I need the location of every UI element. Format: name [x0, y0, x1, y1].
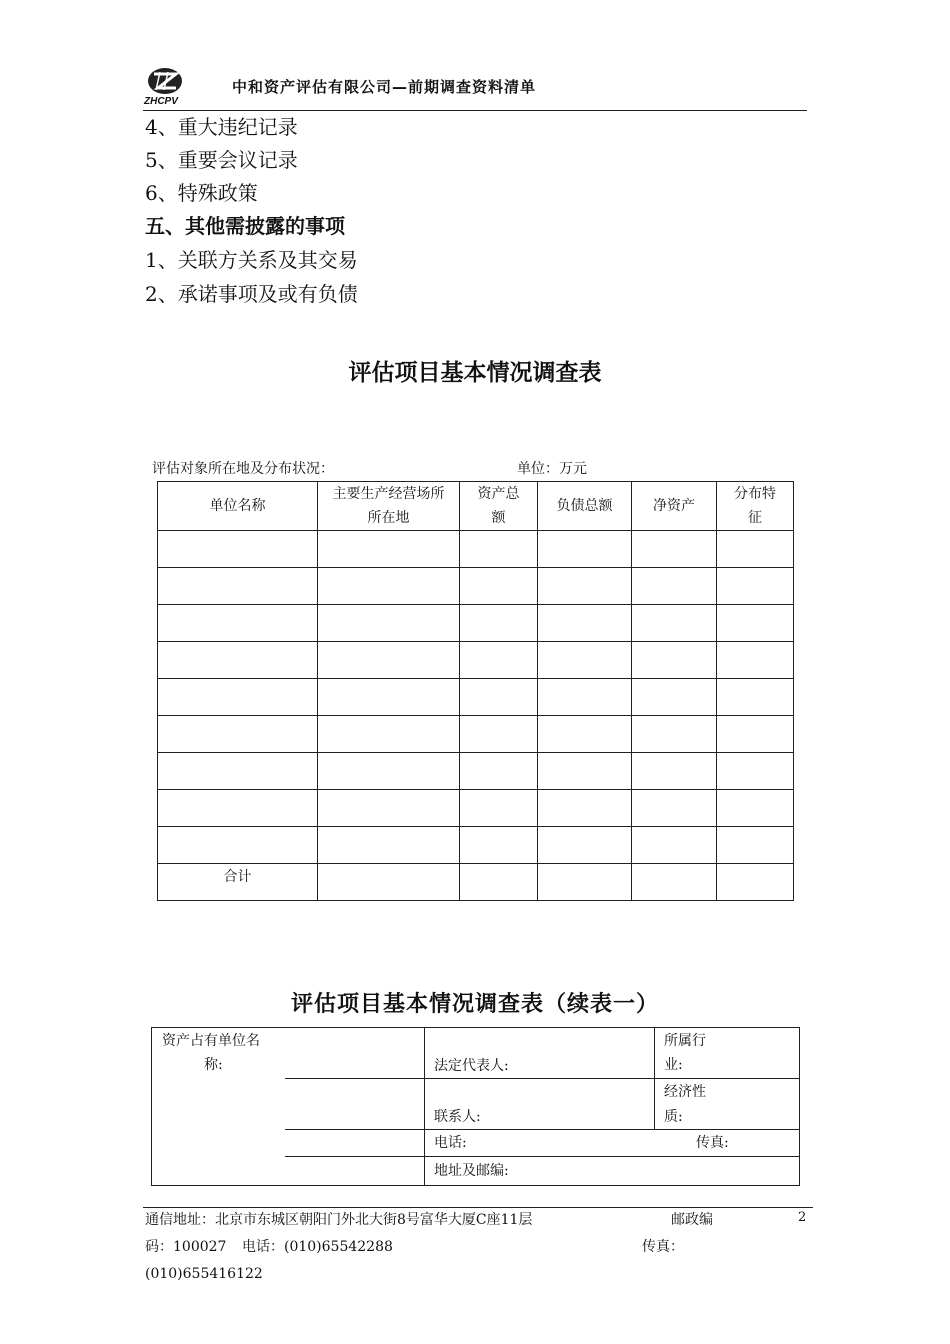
total-row: [158, 864, 794, 901]
industry-label: 所属行: [664, 1033, 706, 1049]
table-row: [158, 716, 794, 753]
col-header: 资产总额: [460, 482, 538, 531]
industry-label-cont: 业:: [664, 1057, 683, 1073]
table-row: [158, 790, 794, 827]
table-row: [158, 605, 794, 642]
table2-title: 评估项目基本情况调查表（续表一）: [290, 992, 659, 1017]
contact-label: 联系人:: [434, 1109, 481, 1125]
cell-divider: [424, 1028, 425, 1185]
owner-label-cont: 称:: [204, 1057, 223, 1073]
list-item: 4、重大违纪记录: [145, 115, 298, 139]
row-divider: [285, 1156, 799, 1157]
phone-label: 电话:: [434, 1135, 467, 1151]
table-row: [158, 531, 794, 568]
table-row: [158, 827, 794, 864]
footer-postcode-label: 邮政编: [671, 1212, 713, 1228]
list-item: 2、承诺事项及或有负债: [145, 282, 358, 306]
row-divider: [285, 1129, 799, 1130]
logo-text: ZHCPV: [144, 96, 178, 107]
section-heading: 五、其他需披露的事项: [145, 214, 345, 238]
col-header: 负债总额: [538, 482, 632, 531]
footer-postcode: 码：100027: [145, 1239, 227, 1255]
fax-label: 传真:: [696, 1135, 729, 1151]
col-header: 分布特征: [717, 482, 794, 531]
list-item: 1、关联方关系及其交易: [145, 248, 358, 272]
footer-phone: 电话：(010)65542288: [242, 1239, 393, 1255]
address-label: 地址及邮编:: [434, 1163, 509, 1179]
footer-fax: (010)655416122: [145, 1266, 263, 1282]
table-row: [158, 679, 794, 716]
legal-rep-label: 法定代表人:: [434, 1058, 509, 1074]
survey-table: [157, 481, 794, 901]
econ-label: 经济性: [664, 1084, 706, 1100]
col-header: 净资产: [632, 482, 717, 531]
company-logo: [146, 66, 184, 96]
header-divider: [143, 110, 807, 111]
col-header: 主要生产经营场所所在地: [318, 482, 460, 531]
footer-address: 通信地址：北京市东城区朝阳门外北大街8号富华大厦C座11层: [145, 1212, 533, 1228]
location-label: 评估对象所在地及分布状况：: [152, 461, 334, 477]
unit-label: 单位：万元: [517, 461, 587, 477]
list-item: 5、重要会议记录: [145, 148, 298, 172]
col-header: 单位名称: [158, 482, 318, 531]
owner-label: 资产占有单位名: [162, 1033, 260, 1049]
table-row: [158, 642, 794, 679]
list-item: 6、特殊政策: [145, 181, 258, 205]
total-label: 合计: [158, 864, 318, 901]
footer-fax-label: 传真：: [642, 1239, 684, 1255]
econ-label-cont: 质:: [664, 1109, 683, 1125]
continuation-table: [151, 1027, 800, 1186]
header-title: 中和资产评估有限公司—前期调查资料清单: [232, 78, 537, 96]
page-number: 2: [798, 1210, 807, 1225]
table-row: [158, 753, 794, 790]
table1-title: 评估项目基本情况调查表: [348, 360, 602, 386]
table-row: [158, 568, 794, 605]
row-divider: [285, 1078, 799, 1079]
